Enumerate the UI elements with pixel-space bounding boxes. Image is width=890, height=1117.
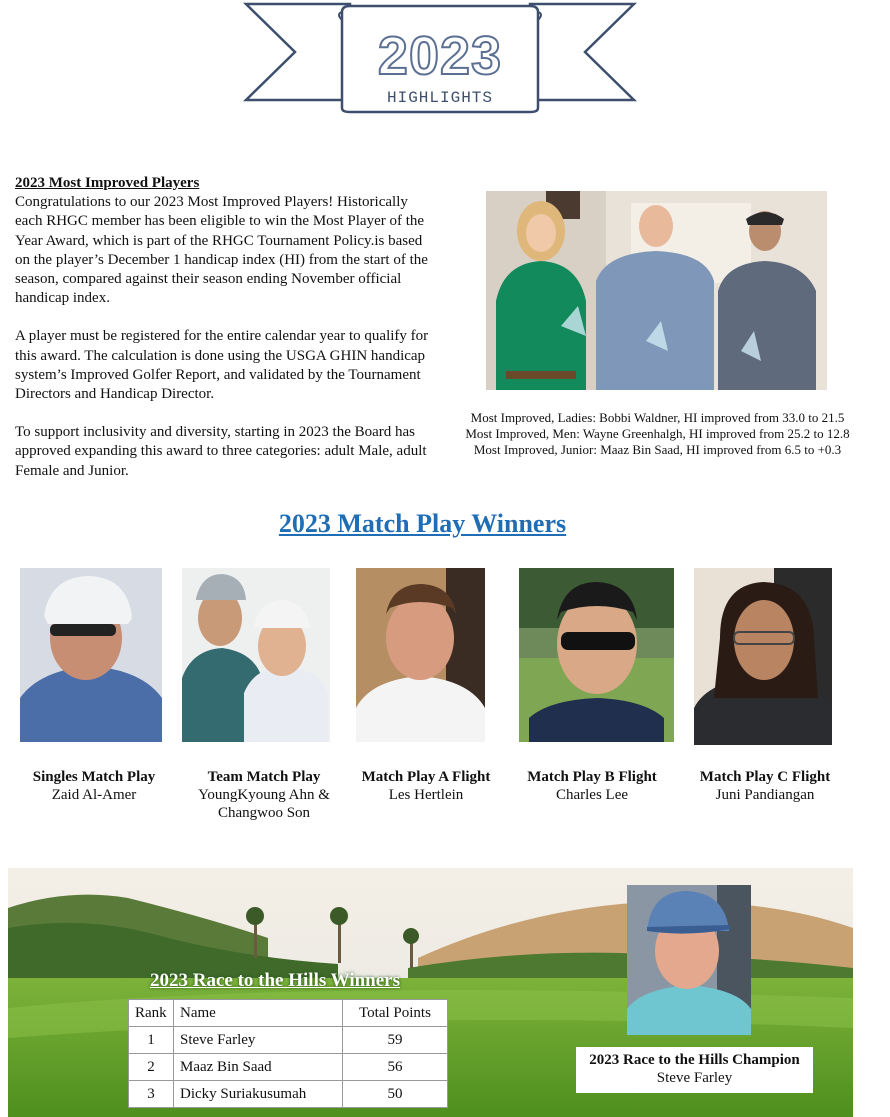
- b-flight-caption: [516, 768, 668, 804]
- singles-name: Zaid Al-Amer: [51, 787, 137, 803]
- table-row: [129, 1054, 448, 1081]
- team-name: YoungKyoung Ahn & Changwoo Son: [198, 787, 330, 821]
- most-improved-captions: [440, 410, 875, 459]
- banner-label: HIGHLIGHTS: [386, 89, 494, 107]
- points-cell: 50: [343, 1081, 448, 1108]
- banner-year: 2023: [377, 26, 503, 86]
- caption-men: Most Improved, Men: Wayne Greenhalgh, HI improved from 25.2 to 12.8: [465, 426, 850, 442]
- most-improved-heading: 2023 Most Improved Players: [15, 175, 200, 191]
- caption-ladies: Most Improved, Ladies: Bobbi Waldner, HI improved from 33.0 to 21.5: [470, 410, 845, 425]
- column-header-rank: Rank: [129, 1000, 174, 1027]
- highlights-banner: [240, 0, 640, 118]
- most-improved-section: [15, 174, 435, 500]
- points-cell: 56: [343, 1054, 448, 1081]
- a-flight-winner-photo: [356, 568, 485, 742]
- a-flight-name: Les Hertlein: [388, 787, 464, 803]
- column-header-name: Name: [174, 1000, 343, 1027]
- champion-photo: [627, 885, 751, 1035]
- b-flight-name: Charles Lee: [555, 787, 629, 803]
- most-improved-paragraph-1: Congratulations to our 2023 Most Improved Players! Historically each RHGC member has been eligible to win the Most Player of the Year Award, which is part of the RHGC Tournament Policy.is based on the player’s December 1 handicap index (HI) from the start of the season, compared against their season ending November official handicap index.: [15, 194, 428, 307]
- team-winners-photo: [182, 568, 330, 742]
- c-flight-name: Juni Pandiangan: [715, 787, 815, 803]
- table-row: [129, 1081, 448, 1108]
- b-flight-category: Match Play B Flight: [527, 769, 657, 785]
- points-cell: 59: [343, 1027, 448, 1054]
- champion-caption: [576, 1047, 813, 1093]
- most-improved-paragraph-3: To support inclusivity and diversity, starting in 2023 the Board has approved expanding this award to three categories: adult Male, adult Female and Junior.: [15, 424, 427, 479]
- team-caption: [188, 768, 340, 822]
- rank-cell: 1: [129, 1027, 174, 1054]
- table-header-row: [129, 1000, 448, 1027]
- match-play-title: 2023 Match Play Winners: [278, 509, 567, 538]
- rank-cell: 2: [129, 1054, 174, 1081]
- race-standings-table: [128, 999, 448, 1108]
- most-improved-group-photo: [486, 191, 827, 390]
- name-cell: Steve Farley: [174, 1027, 343, 1054]
- team-category: Team Match Play: [207, 769, 321, 785]
- a-flight-caption: [352, 768, 500, 804]
- singles-caption: [20, 768, 168, 804]
- most-improved-paragraph-2: A player must be registered for the entire calendar year to qualify for this award. The calculation is done using the USGA GHIN handicap system’s Improved Golfer Report, and validated by the Tournament Directors and Handicap Director.: [15, 328, 429, 403]
- singles-winner-photo: [20, 568, 162, 742]
- race-title: 2023 Race to the Hills Winners: [150, 970, 400, 991]
- champion-title: 2023 Race to the Hills Champion: [589, 1052, 800, 1068]
- name-cell: Maaz Bin Saad: [174, 1054, 343, 1081]
- c-flight-category: Match Play C Flight: [699, 769, 831, 785]
- singles-category: Singles Match Play: [32, 769, 156, 785]
- column-header-points: Total Points: [343, 1000, 448, 1027]
- champion-name: Steve Farley: [656, 1070, 733, 1086]
- c-flight-caption: [690, 768, 840, 804]
- caption-junior: Most Improved, Junior: Maaz Bin Saad, HI improved from 6.5 to +0.3: [473, 442, 842, 458]
- c-flight-winner-photo: [694, 568, 832, 745]
- table-row: [129, 1027, 448, 1054]
- name-cell: Dicky Suriakusumah: [174, 1081, 343, 1108]
- a-flight-category: Match Play A Flight: [361, 769, 491, 785]
- b-flight-winner-photo: [519, 568, 674, 742]
- rank-cell: 3: [129, 1081, 174, 1108]
